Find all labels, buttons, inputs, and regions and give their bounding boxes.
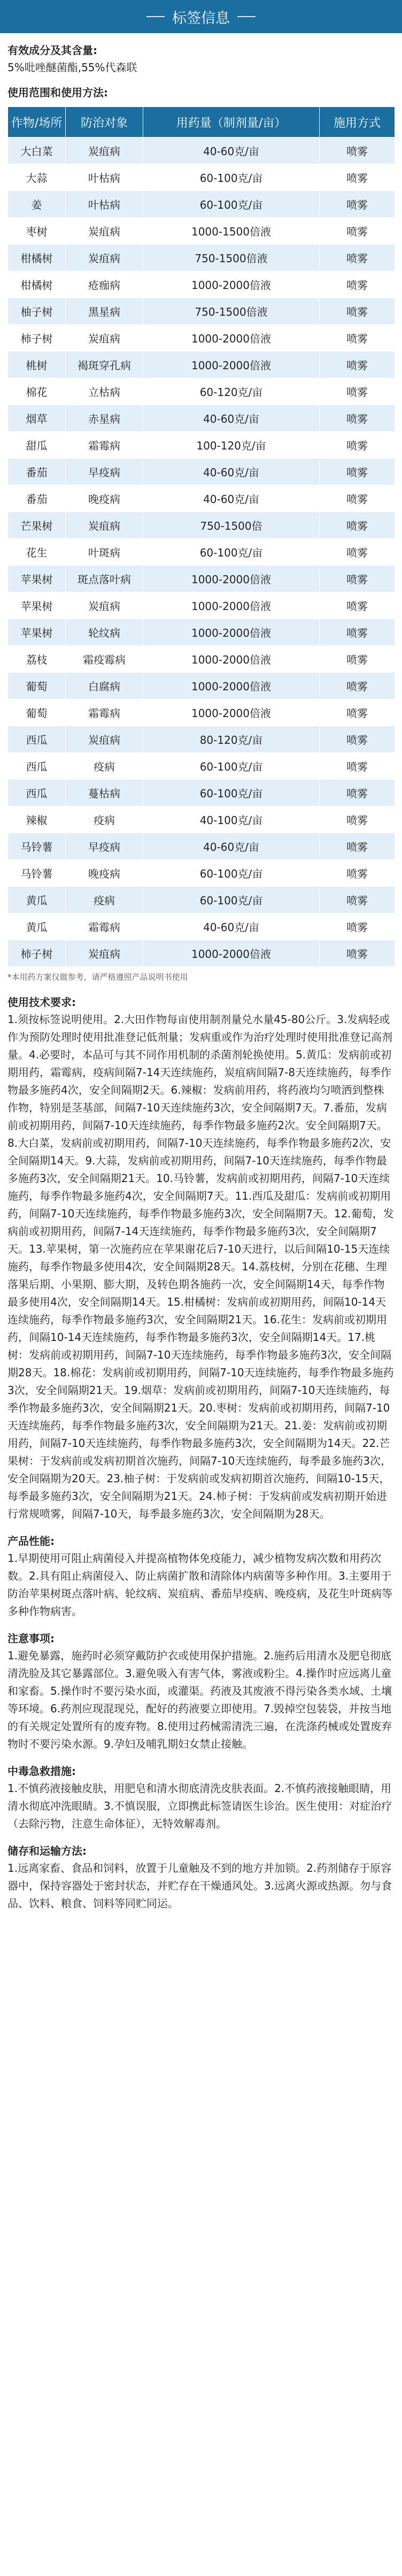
method-cell: 喷雾 xyxy=(320,753,395,780)
method-cell: 喷雾 xyxy=(320,218,395,245)
method-cell: 喷雾 xyxy=(320,459,395,485)
crop-cell: 柿子树 xyxy=(8,325,66,352)
target-cell: 白腐病 xyxy=(66,673,143,699)
dosage-cell: 40-60克/亩 xyxy=(143,485,320,512)
crop-cell: 棉花 xyxy=(8,378,66,405)
table-row xyxy=(8,780,395,806)
method-cell: 喷雾 xyxy=(320,485,395,512)
dosage-cell: 750-1500倍液 xyxy=(143,298,320,325)
table-row xyxy=(8,378,395,405)
ingredients-section xyxy=(7,42,395,77)
method-cell: 喷雾 xyxy=(320,619,395,646)
target-cell: 疫病 xyxy=(66,806,143,833)
target-cell: 炭疽病 xyxy=(66,592,143,619)
storage-section xyxy=(7,1842,395,1912)
target-cell: 炭疽病 xyxy=(66,218,143,245)
target-cell: 疫病 xyxy=(66,887,143,913)
dosage-cell: 1000-2000倍液 xyxy=(143,325,320,352)
features-section xyxy=(7,1533,395,1620)
crop-cell: 柑橘树 xyxy=(8,271,66,298)
crop-cell: 番茄 xyxy=(8,459,66,485)
title-decoration-left xyxy=(146,16,165,17)
method-cell: 喷雾 xyxy=(320,592,395,619)
cautions-section xyxy=(7,1630,395,1753)
method-cell: 喷雾 xyxy=(320,833,395,860)
crop-cell: 苹果树 xyxy=(8,566,66,592)
method-cell: 喷雾 xyxy=(320,191,395,218)
target-cell: 赤星病 xyxy=(66,405,143,432)
dosage-cell: 60-120克/亩 xyxy=(143,378,320,405)
ingredients-text: 5%吡唑醚菌酯,55%代森联 xyxy=(7,61,137,74)
table-row xyxy=(8,352,395,378)
dosage-cell: 1000-2000倍液 xyxy=(143,352,320,378)
crop-cell: 花生 xyxy=(8,539,66,566)
crop-cell: 马铃薯 xyxy=(8,833,66,860)
crop-cell: 黄瓜 xyxy=(8,887,66,913)
usage-section xyxy=(7,84,395,984)
table-row xyxy=(8,592,395,619)
dosage-cell: 1000-2000倍液 xyxy=(143,646,320,673)
crop-cell: 大白菜 xyxy=(8,138,66,164)
method-cell: 喷雾 xyxy=(320,138,395,164)
method-cell: 喷雾 xyxy=(320,566,395,592)
crop-cell: 番茄 xyxy=(8,485,66,512)
column-header-target: 防治对象 xyxy=(66,107,143,138)
table-row xyxy=(8,325,395,352)
features-title: 产品性能: xyxy=(7,1535,55,1548)
crop-cell: 姜 xyxy=(8,191,66,218)
target-cell: 早疫病 xyxy=(66,459,143,485)
target-cell: 轮纹病 xyxy=(66,619,143,646)
method-cell: 喷雾 xyxy=(320,539,395,566)
crop-cell: 柑橘树 xyxy=(8,245,66,271)
crop-cell: 甜瓜 xyxy=(8,432,66,459)
dosage-cell: 40-60克/亩 xyxy=(143,138,320,164)
crop-cell: 芒果树 xyxy=(8,512,66,539)
method-cell: 喷雾 xyxy=(320,646,395,673)
table-row xyxy=(8,271,395,298)
dosage-cell: 60-100克/亩 xyxy=(143,860,320,887)
dosage-cell: 40-60克/亩 xyxy=(143,405,320,432)
dosage-cell: 60-100克/亩 xyxy=(143,539,320,566)
first-aid-section xyxy=(7,1763,395,1833)
target-cell: 炭疽病 xyxy=(66,940,143,967)
target-cell: 晚疫病 xyxy=(66,860,143,887)
method-cell: 喷雾 xyxy=(320,913,395,940)
cautions-text: 1.避免暴露，施药时必须穿戴防护衣或使用保护措施。2.施药后用清水及肥皂彻底清洗脸及其它暴露部位。3.避免吸入有害气体，雾液或粉尘。4.操作时应远离儿童和家畜。5.操作时不要污染水面，或灌渠。药液及其废液不得污染各类水域、土壤等环境。6.药剂应现混现兑，配好的药液要立即使用。7.毁掉空包装袋，并按当地的有关规定处置所有的废弃物。8.使用过药械需清洗三遍，在洗涤药械或处置废弃物时不要污染水源。9.孕妇及哺乳期妇女禁止接触。 xyxy=(7,1649,392,1750)
table-row xyxy=(8,913,395,940)
target-cell: 叶枯病 xyxy=(66,164,143,191)
technique-title: 使用技术要求: xyxy=(7,996,76,1009)
target-cell: 炭疽病 xyxy=(66,726,143,753)
label-content xyxy=(0,33,402,1912)
crop-cell: 马铃薯 xyxy=(8,860,66,887)
table-row xyxy=(8,138,395,164)
dosage-cell: 750-1500倍 xyxy=(143,512,320,539)
technique-text: 1.须按标签说明使用。2.大田作物每亩使用制剂量兑水量45-80公斤。3.发病轻或作为预防处理时使用批准登记低剂量；发病重或作为治疗处理时使用批准登记高剂量。4.必要时，本品可与其不同作用机制的杀菌剂轮换使用。5.黄瓜：发病前或初期用药，霜霉病，疫病间隔7-14天连续施药，炭疽病间隔7-8天连续施药，每季作物最多施药4次，安全间隔期2天。6.辣椒：发病前用药，将药液均匀喷洒到整株作物，特别是茎基部，间隔7-10天连续施药3次，安全间隔期7天。7.番茄，发病前或初期用药，间隔7-10天连续施药，每季作物最多施药2次。安全间隔期7天。8.大白菜，发病前或初期用药，间隔7-10天连续施药，每季作物最多施药2次，安全间隔期14天。9.大蒜，发病前或初期用药，间隔7-10天连续施药，每季作物最多施药3次，安全间隔期21天。10.马铃薯，发病前或初期用药，间隔7-10天连续施药，每季作物最多施药4次，安全间隔期7天。11.西瓜及甜瓜：发病前或初期用药，间隔7-10天连续施药，每季作物最多施药3次，安全间隔期7天。12.葡萄，发病前或初期用药，间隔7-14天连续施药，每季作物最多施药3次，安全间隔期7天。13.苹果树，第一次施药应在苹果谢花后7-10天进行，以后间隔10-15天连续施药，每季作物最多使用4次，安全间隔期28天。14.荔枝树，分别在花穗、生理落果后期、小果期、膨大期，及转色期各施药一次，安全间隔期14天，每季作物最多使用4次，安全间隔期14天。15.柑橘树：发病前或初期用药，间隔10-14天连续施药，每季作物最多施药3次，安全间隔期21天。16.花生：发病前或初期用药，间隔10-14天连续施药，每季作物最多施药3次，安全间隔期14天。17.桃树：发病前或初期用药，间隔7-10天连续施药，每季作物最多施药3次，安全间隔期28天。18.棉花：发病前或初期用药，间隔7-10天连续施药，每季作物最多施药3次，安全间隔期21天。19.烟草：发病前或初期用药，间隔7-10天连续施药，每季作物最多施药3次，安全间隔期21天。20.枣树：发病前或初期用药，间隔7-10天连续施药，每季作物最多施药3次，安全间隔期为21天。21.姜：发病前或初期用药，间隔7-10天连续施药，每季作物最多施药3次，安全间隔期为14天。22.芒果树：于发病前或发病初期首次施药，间隔7-10天连续施药，每季最多施药3次，安全间隔期为20天。23.柚子树：于发病前或发病初期首次施药，间隔10-15天，每季最多施药3次，安全间隔期为21天。24.柿子树：于发病前或发病初期开始进行常规喷雾，间隔7-10天，每季最多施药3次，安全间隔期为28天。 xyxy=(7,1013,394,1520)
dosage-cell: 60-100克/亩 xyxy=(143,191,320,218)
title-decoration-right xyxy=(237,16,256,17)
dosage-cell: 40-100克/亩 xyxy=(143,806,320,833)
column-header-method: 施用方式 xyxy=(320,107,395,138)
crop-cell: 苹果树 xyxy=(8,592,66,619)
table-row xyxy=(8,619,395,646)
method-cell: 喷雾 xyxy=(320,699,395,726)
dosage-cell: 1000-2000倍液 xyxy=(143,566,320,592)
table-row xyxy=(8,673,395,699)
cautions-title: 注意事项: xyxy=(7,1632,55,1645)
page-header xyxy=(0,0,402,33)
table-row xyxy=(8,298,395,325)
dosage-cell: 750-1500倍液 xyxy=(143,245,320,271)
target-cell: 晚疫病 xyxy=(66,485,143,512)
dosage-cell: 40-60克/亩 xyxy=(143,459,320,485)
dosage-cell: 1000-2000倍液 xyxy=(143,271,320,298)
table-row xyxy=(8,753,395,780)
dosage-cell: 1000-1500倍液 xyxy=(143,218,320,245)
crop-cell: 大蒜 xyxy=(8,164,66,191)
crop-cell: 西瓜 xyxy=(8,780,66,806)
target-cell: 叶枯病 xyxy=(66,191,143,218)
table-row xyxy=(8,459,395,485)
usage-table xyxy=(7,106,395,967)
method-cell: 喷雾 xyxy=(320,325,395,352)
dosage-cell: 40-60克/亩 xyxy=(143,833,320,860)
crop-cell: 柚子树 xyxy=(8,298,66,325)
method-cell: 喷雾 xyxy=(320,860,395,887)
dosage-cell: 60-100克/亩 xyxy=(143,887,320,913)
table-row xyxy=(8,566,395,592)
dosage-cell: 60-100克/亩 xyxy=(143,780,320,806)
target-cell: 蔓枯病 xyxy=(66,780,143,806)
usage-note: *本用药方案仅做参考，请严格遵照产品说明书使用 xyxy=(7,972,188,982)
dosage-cell: 1000-2000倍液 xyxy=(143,592,320,619)
target-cell: 斑点落叶病 xyxy=(66,566,143,592)
target-cell: 黑星病 xyxy=(66,298,143,325)
crop-cell: 葡萄 xyxy=(8,673,66,699)
usage-title: 使用范围和使用方法: xyxy=(7,86,108,99)
dosage-cell: 80-120克/亩 xyxy=(143,726,320,753)
method-cell: 喷雾 xyxy=(320,512,395,539)
crop-cell: 桃树 xyxy=(8,352,66,378)
table-row xyxy=(8,218,395,245)
target-cell: 疮痂病 xyxy=(66,271,143,298)
crop-cell: 柿子树 xyxy=(8,940,66,967)
dosage-cell: 1000-2000倍液 xyxy=(143,673,320,699)
target-cell: 炭疽病 xyxy=(66,512,143,539)
storage-text: 1.远离家畜、食品和饲料，放置于儿童触及不到的地方并加锁。2.药剂储存于原容器中，保持容器处于密封状态，并贮存在干燥通风处。3.远离火源或热源。勿与食品、饮料、粮食、饲料等同贮同运。 xyxy=(7,1862,392,1910)
target-cell: 霜疫霉病 xyxy=(66,646,143,673)
method-cell: 喷雾 xyxy=(320,271,395,298)
method-cell: 喷雾 xyxy=(320,673,395,699)
method-cell: 喷雾 xyxy=(320,940,395,967)
table-row xyxy=(8,646,395,673)
method-cell: 喷雾 xyxy=(320,806,395,833)
crop-cell: 烟草 xyxy=(8,405,66,432)
table-row xyxy=(8,405,395,432)
target-cell: 炭疽病 xyxy=(66,245,143,271)
target-cell: 霜霉病 xyxy=(66,913,143,940)
crop-cell: 枣树 xyxy=(8,218,66,245)
method-cell: 喷雾 xyxy=(320,378,395,405)
target-cell: 叶斑病 xyxy=(66,539,143,566)
target-cell: 炭疽病 xyxy=(66,325,143,352)
ingredients-title: 有效成分及其含量: xyxy=(7,44,97,57)
features-text: 1.早期使用可阻止病菌侵入并提高植物体免疫能力，减少植物发病次数和用药次数。2.具有阻止病菌侵入、防止病菌扩散和清除体内病菌等多种作用。3.主要用于防治苹果树斑点落叶病、轮纹病、炭疽病、番茄早疫病、晚疫病，及花生叶斑病等多种作物病害。 xyxy=(7,1552,392,1618)
crop-cell: 黄瓜 xyxy=(8,913,66,940)
method-cell: 喷雾 xyxy=(320,298,395,325)
technique-section xyxy=(7,994,395,1523)
target-cell: 疫病 xyxy=(66,753,143,780)
target-cell: 霜霉病 xyxy=(66,699,143,726)
method-cell: 喷雾 xyxy=(320,405,395,432)
method-cell: 喷雾 xyxy=(320,726,395,753)
table-row xyxy=(8,512,395,539)
dosage-cell: 1000-2000倍液 xyxy=(143,940,320,967)
dosage-cell: 40-60克/亩 xyxy=(143,913,320,940)
crop-cell: 葡萄 xyxy=(8,699,66,726)
crop-cell: 辣椒 xyxy=(8,806,66,833)
crop-cell: 西瓜 xyxy=(8,726,66,753)
method-cell: 喷雾 xyxy=(320,164,395,191)
first-aid-text: 1.不慎药液接触皮肤，用肥皂和清水彻底清洗皮肤表面。2.不慎药液接触眼睛，用清水彻底冲洗眼睛。3.不慎误服，立即携此标签请医生诊治。医生使用：对症治疗（去除污物，注意生命体征），无特效解毒剂。 xyxy=(7,1782,392,1830)
usage-table-header xyxy=(8,107,395,138)
dosage-cell: 1000-2000倍液 xyxy=(143,619,320,646)
crop-cell: 苹果树 xyxy=(8,619,66,646)
dosage-cell: 60-100克/亩 xyxy=(143,753,320,780)
table-row xyxy=(8,887,395,913)
first-aid-title: 中毒急救措施: xyxy=(7,1765,76,1778)
table-row xyxy=(8,699,395,726)
dosage-cell: 1000-2000倍液 xyxy=(143,699,320,726)
target-cell: 立枯病 xyxy=(66,378,143,405)
table-row xyxy=(8,806,395,833)
page-title: 标签信息 xyxy=(172,10,230,27)
crop-cell: 荔枝 xyxy=(8,646,66,673)
target-cell: 霜霉病 xyxy=(66,432,143,459)
method-cell: 喷雾 xyxy=(320,887,395,913)
column-header-crop: 作物/场所 xyxy=(8,107,66,138)
table-row xyxy=(8,539,395,566)
table-row xyxy=(8,191,395,218)
table-row xyxy=(8,485,395,512)
usage-table-body xyxy=(8,138,395,967)
table-row xyxy=(8,860,395,887)
target-cell: 早疫病 xyxy=(66,833,143,860)
table-row xyxy=(8,726,395,753)
table-row xyxy=(8,940,395,967)
table-row xyxy=(8,245,395,271)
method-cell: 喷雾 xyxy=(320,432,395,459)
table-row xyxy=(8,164,395,191)
crop-cell: 西瓜 xyxy=(8,753,66,780)
table-row xyxy=(8,833,395,860)
method-cell: 喷雾 xyxy=(320,245,395,271)
dosage-cell: 60-100克/亩 xyxy=(143,164,320,191)
target-cell: 褐斑穿孔病 xyxy=(66,352,143,378)
target-cell: 炭疽病 xyxy=(66,138,143,164)
method-cell: 喷雾 xyxy=(320,352,395,378)
table-row xyxy=(8,432,395,459)
dosage-cell: 100-120克/亩 xyxy=(143,432,320,459)
method-cell: 喷雾 xyxy=(320,780,395,806)
column-header-dosage: 用药量（制剂量/亩） xyxy=(143,107,320,138)
storage-title: 储存和运输方法: xyxy=(7,1845,87,1857)
